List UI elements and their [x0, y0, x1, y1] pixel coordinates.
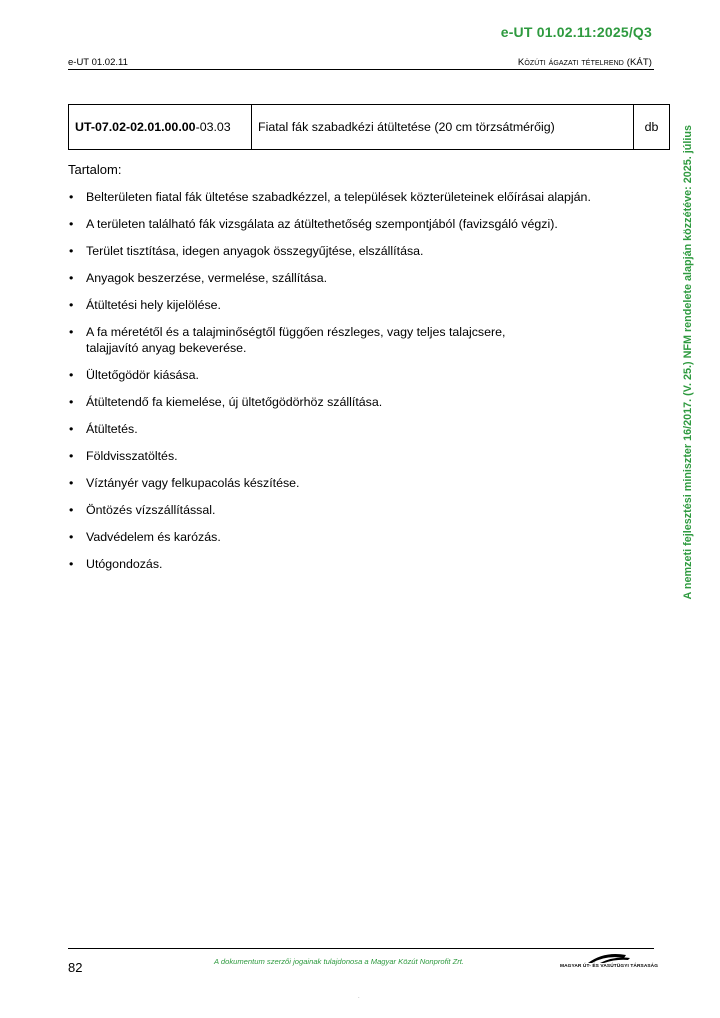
item-code-suffix: -03.03	[195, 120, 231, 134]
list-item: • Átültetés.	[68, 421, 648, 437]
list-item: • A fa méretétől és a talajminőségtől függően részleges, vagy teljes talajcsere, talajjavító anyag bekeverése.	[68, 324, 556, 356]
content-list	[68, 189, 648, 583]
document-code: e-UT 01.02.11:2025/Q3	[500, 24, 652, 40]
header-left-code: e-UT 01.02.11	[68, 57, 128, 68]
page-mark: .	[358, 994, 360, 1000]
list-item: • Anyagok beszerzése, vermelése, szállítása.	[68, 270, 648, 286]
list-item: • Vadvédelem és karózás.	[68, 529, 648, 545]
list-item: • A területen található fák vizsgálata az átültethetőség szempontjából (favizsgáló végzi).	[68, 216, 648, 232]
content-heading: Tartalom:	[68, 162, 122, 177]
list-item: • Utógondozás.	[68, 556, 648, 572]
list-item: • Víztányér vagy felkupacolás készítése.	[68, 475, 648, 491]
list-item: • Átültetendő fa kiemelése, új ültetőgödörhöz szállítása.	[68, 394, 648, 410]
list-item: • Ültetőgödör kiásása.	[68, 367, 648, 383]
side-note-text: A nemzeti fejlesztési miniszter 16/2017. (V. 25.) NFM rendelete alapján közzétéve: 2025. július	[682, 124, 694, 600]
item-unit: db	[634, 105, 670, 150]
list-item: • Terület tisztítása, idegen anyagok összegyűjtése, elszállítása.	[68, 243, 648, 259]
header-divider	[68, 69, 654, 70]
list-item: • Átültetési hely kijelölése.	[68, 297, 648, 313]
side-publication-note	[676, 92, 700, 632]
item-code-cell	[69, 105, 252, 150]
list-item: • Öntözés vízszállítással.	[68, 502, 648, 518]
footer-divider	[68, 948, 654, 949]
list-item: • Földvisszatöltés.	[68, 448, 648, 464]
logo-text: MAGYAR ÚT- ÉS VASÚTÜGYI TÁRSASÁG	[560, 964, 659, 969]
company-logo	[560, 950, 659, 972]
item-description: Fiatal fák szabadkézi átültetése (20 cm törzsátmérőig)	[252, 105, 634, 150]
item-table	[68, 104, 670, 150]
item-row	[69, 105, 670, 150]
item-code-bold: UT-07.02-02.01.00.00	[75, 120, 196, 134]
copyright-notice: A dokumentum szerzői jogainak tulajdonosa a Magyar Közút Nonprofit Zrt.	[214, 957, 465, 966]
page-number: 82	[68, 960, 83, 975]
header-right-title: Közúti ágazati tételrend (KÁT)	[517, 57, 652, 68]
list-item: • Belterületen fiatal fák ültetése szabadkézzel, a települések közterületeinek előírásai alapján.	[68, 189, 648, 205]
